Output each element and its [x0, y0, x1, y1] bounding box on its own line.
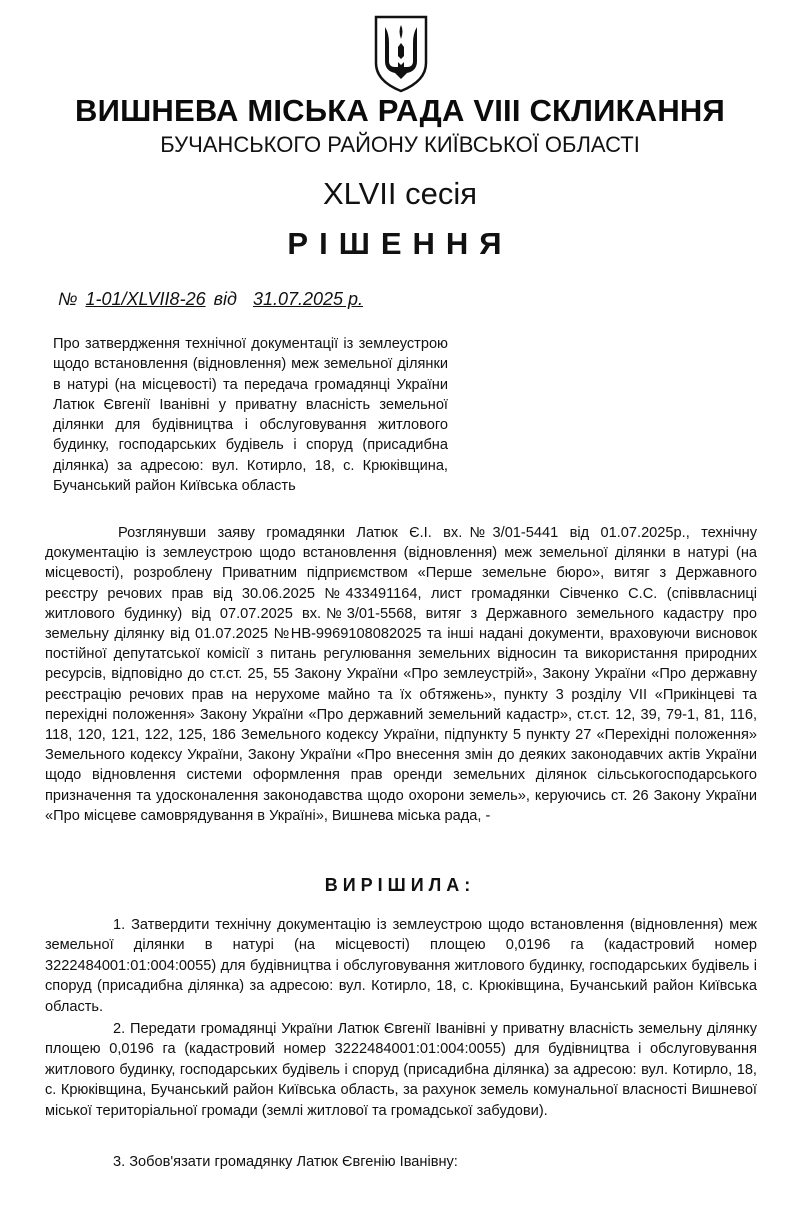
document-title: РІШЕННЯ [287, 226, 513, 261]
resolution-item-1: 1. Затвердити технічну документацію із землеустрою щодо встановлення (відновлення) меж земельної ділянки в натурі (на місцевості) площею 0,0196 га (кадастровий номер 3222484001:01:004:0055) для будівництва і обслуговування житлового будинку, господарських будівель і споруд (присадибна ділянка) за адресою: вул. Котирло, 18, с. Крюківщина, Бучанський район Київська область. [45, 917, 757, 1015]
resolution-item-2: 2. Передати громадянці України Латюк Євгенії Іванівні у приватну власність земельну ділянку площею 0,0196 га (кадастровий номер 3222484001:01:004:0055) для будівництва і обслуговування житлового будинку, господарських будівель і споруд (присадибна ділянка) за адресою: вул. Котирло, 18, с. Крюківщина, Бучанський район Київська область, за рахунок земель комунальної власності Вишневої міської територіальної громади (землі житлової та громадської забудови). [45, 1021, 757, 1119]
decision-date: 31.07.2025 р. [252, 289, 364, 309]
decision-number: 1-01/XLVII8-26 [85, 289, 206, 309]
number-sign: № [58, 289, 78, 309]
decision-number-line [58, 286, 478, 312]
preamble-paragraph: Розглянувши заяву громадянки Латюк Є.І. вх.№3/01-5441 від 01.07.2025р., технічну документацію із землеустрою щодо встановлення (відновлення) меж земельної ділянки в натурі (на місцевості), розроблену Приватним підприємством «Перше земельне бюро», витяг з Державного реєстру речових прав від 30.06.2025 №433491164, лист громадянки Сівченко С.С. (співвласниці житлового будинку) від 07.07.2025 вх.№3/01-5568, витяг з Державного земельного кадастру про земельну ділянку від 01.07.2025 №НВ-9969108082025 та інші надані документи, враховуючи висновок постійної депутатської комісії з питань регулювання земельних відносин та використання природних ресурсів, відповідно до ст.ст. 25, 55 Закону України «Про землеустрій», Закону України «Про державну реєстрацію речових прав на нерухоме майно та їх обтяжень», пункту 3 розділу VII «Прикінцеві та перехідні положення» Закону України «Про державний земельний кадастр», ст.ст. 12, 39, 79-1, 81, 116, 118, 120, 121, 122, 125, 186 Земельного кодексу України, підпункту 5 пункту 27 «Перехідні положення» Земельного кодексу України, Закону України «Про внесення змін до деяких законодавчих актів України щодо відновлення системи оформлення прав оренди земельних ділянок сільськогосподарського призначення та удосконалення законодавства щодо охорони земель», керуючись ст. 26 Закону України «Про місцеве самоврядування в Україні», Вишнева міська рада, - [45, 525, 757, 824]
trident-emblem-icon [371, 13, 431, 93]
district-subtitle: БУЧАНСЬКОГО РАЙОНУ КИЇВСЬКОЇ ОБЛАСТІ [160, 132, 640, 157]
decision-subject: Про затвердження технічної документації із землеустрою щодо встановлення (відновлення) меж земельної ділянки в натурі (на місцевості) та передача громадянці України Латюк Євгенії Іванівні у приватну власність земельної ділянки для будівництва і обслуговування житлового будинку, господарських будівель і споруд (присадибна ділянка) за адресою: вул. Котирло, 18, с. Крюківщина, Бучанський район Київська область [53, 336, 448, 495]
council-title: ВИШНЕВА МІСЬКА РАДА VIII СКЛИКАННЯ [75, 93, 725, 128]
session-number: XLVII сесія [322, 176, 478, 211]
resolved-heading: ВИРІШИЛА: [324, 875, 476, 895]
resolution-item-3: 3. Зобов'язати громадянку Латюк Євгенію Іванівну: [113, 1154, 458, 1170]
date-preposition: від [213, 289, 237, 309]
